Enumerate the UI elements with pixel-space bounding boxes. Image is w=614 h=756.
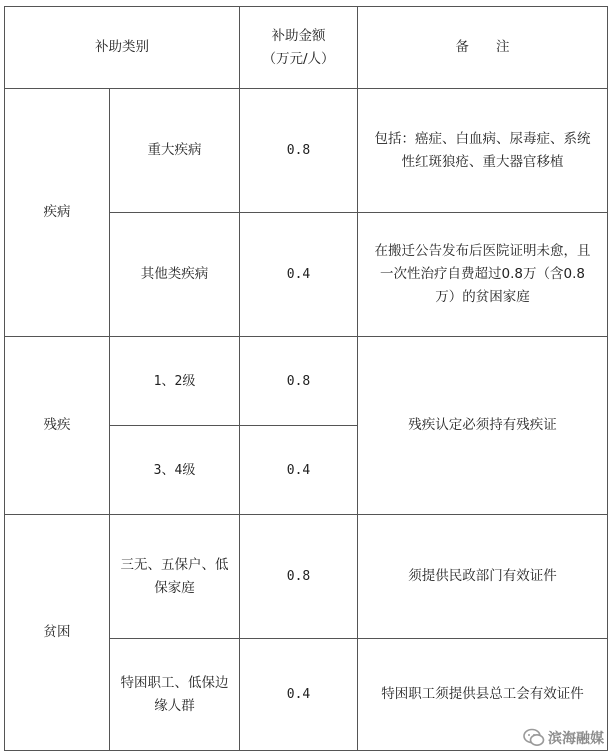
remark-cell: 须提供民政部门有效证件 xyxy=(358,515,608,639)
amount-cell: 0.4 xyxy=(240,639,358,751)
table-row xyxy=(5,89,608,213)
amount-cell: 0.4 xyxy=(240,426,358,515)
table-header-row xyxy=(5,7,608,89)
subcategory-cell: 重大疾病 xyxy=(110,89,240,213)
subcategory-cell: 特困职工、低保边缘人群 xyxy=(110,639,240,751)
header-amount-label: 补助金额（万元/人） xyxy=(262,27,335,67)
group-poverty: 贫困 xyxy=(5,515,110,751)
subsidy-table xyxy=(4,6,608,751)
table-row xyxy=(5,515,608,639)
remark-cell: 在搬迁公告发布后医院证明未愈，且一次性治疗自费超过0.8万（含0.8万）的贫困家庭 xyxy=(358,213,608,337)
amount-cell: 0.8 xyxy=(240,337,358,426)
amount-cell: 0.4 xyxy=(240,213,358,337)
subcategory-cell: 三无、五保户、低保家庭 xyxy=(110,515,240,639)
remark-cell: 包括：癌症、白血病、尿毒症、系统性红斑狼疮、重大器官移植 xyxy=(358,89,608,213)
watermark xyxy=(523,728,604,748)
header-category: 补助类别 xyxy=(5,7,240,89)
header-remark: 备 注 xyxy=(358,7,608,89)
amount-cell: 0.8 xyxy=(240,515,358,639)
remark-cell: 残疾认定必须持有残疾证 xyxy=(358,337,608,515)
chat-bubble-icon xyxy=(523,728,545,748)
watermark-text: 滨海融媒 xyxy=(548,731,604,747)
amount-cell: 0.8 xyxy=(240,89,358,213)
table-row xyxy=(5,337,608,426)
subcategory-cell: 3、4级 xyxy=(110,426,240,515)
header-amount xyxy=(240,7,358,89)
subcategory-cell: 其他类疾病 xyxy=(110,213,240,337)
group-disability: 残疾 xyxy=(5,337,110,515)
subcategory-cell: 1、2级 xyxy=(110,337,240,426)
remark-cell: 特困职工须提供县总工会有效证件 xyxy=(358,639,608,751)
group-disease: 疾病 xyxy=(5,89,110,337)
